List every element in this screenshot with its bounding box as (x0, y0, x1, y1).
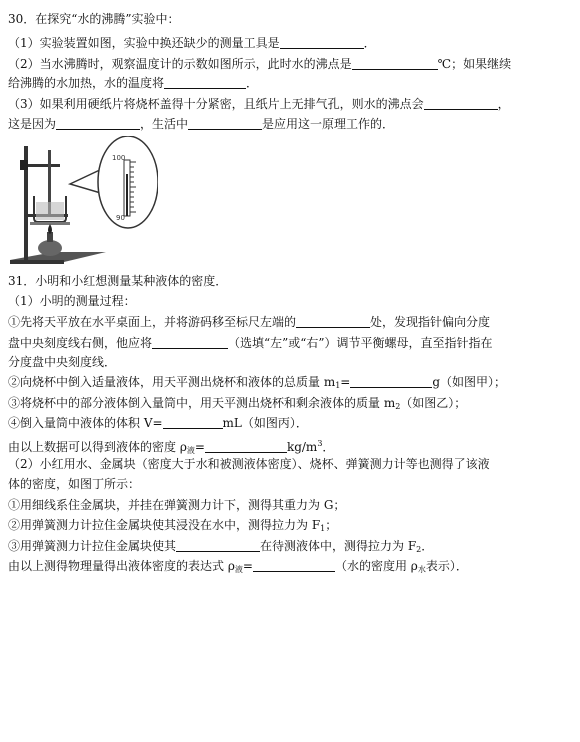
answer-blank-boiling-point[interactable] (352, 57, 438, 70)
q30-part1: （1）实验装置如图，实验中换还缺少的测量工具是 ． (8, 36, 376, 50)
answer-blank-density-expression[interactable] (253, 559, 335, 572)
q31-section2-line2: 体的密度，如图丁所示： (8, 477, 141, 491)
answer-blank-density[interactable] (205, 440, 287, 453)
q31-density-result: 由以上数据可以得到液体的密度 $\rho_液= kg/m^3$． (8, 439, 335, 455)
q31-step3: ③将烧杯中的部分液体倒入量筒中，用天平测出烧杯和剩余液体的质量 $m_2$（如图乙）； (8, 396, 467, 411)
q31-step4: ④倒入量筒中液体的体积 V= mL（如图丙）． (8, 416, 308, 430)
water (36, 202, 64, 220)
answer-blank-zero-mark[interactable] (296, 315, 370, 328)
q31-method-step2: ②用弹簧测力计拉住金属块使其浸没在水中，测得拉力为 $F_1$； (8, 518, 338, 533)
alcohol-lamp (38, 240, 62, 256)
scale-label-bottom: 90 (116, 214, 125, 222)
answer-blank-application[interactable] (188, 117, 262, 130)
q31-step1-line1: ①先将天平放在水平桌面上，并将游码移至标尺左端的 处，发现指针偏向分度 (8, 315, 491, 329)
mercury-column (126, 174, 128, 216)
q30-title: 30．在探究“水的沸腾”实验中： (8, 12, 180, 26)
answer-blank-total-mass[interactable] (350, 375, 432, 388)
stand-base-edge (10, 260, 64, 264)
answer-blank-reason[interactable] (56, 117, 140, 130)
answer-blank-temperature-change[interactable] (164, 76, 246, 89)
q31-method-step3: ③用弹簧测力计拉住金属块使其 在待测液体中，测得拉力为 $F_2$． (8, 539, 434, 554)
answer-blank-volume[interactable] (163, 416, 223, 429)
q31-title: 31．小明和小红想测量某种液体的密度． (8, 274, 228, 288)
q31-step1-line3: 分度盘中央刻度线． (8, 355, 117, 369)
q31-method-step1: ①用细线系住金属块，并挂在弹簧测力计下，测得其重力为 G； (8, 498, 346, 512)
q30-part3-line1: （3）如果利用硬纸片将烧杯盖得十分紧密，且纸片上无排气孔，则水的沸点会 ， (8, 97, 510, 111)
q30-part2-line2: 给沸腾的水加热，水的温度将 ． (8, 76, 259, 90)
clamp-arm (24, 164, 60, 167)
answer-blank-boiling-point-change[interactable] (424, 97, 498, 110)
boiling-apparatus-figure (8, 136, 158, 270)
q30-part2-line1: （2）当水沸腾时，观察温度计的示数如图所示，此时水的沸点是 ℃；如果继续 (8, 57, 512, 71)
q31-density-expression: 由以上测得物理量得出液体密度的表达式 $\rho_液=$ （水的密度用 $\rho_水$表示）． (8, 559, 468, 574)
q31-section2-line1: （2）小红用水、金属块（密度大于水和被测液体密度）、烧杯、弹簧测力计等也测得了该液 (8, 457, 490, 471)
q31-step2: ②向烧杯中倒入适量液体，用天平测出烧杯和液体的总质量 $m_1= g$（如图甲）； (8, 375, 507, 390)
answer-blank-immersion[interactable] (176, 539, 260, 552)
scale-label-top: 100 (112, 154, 126, 162)
apparatus-illustration (8, 136, 158, 270)
q30-part3-line2: 这是因为 ，生活中 是应用这一原理工作的． (8, 117, 395, 131)
answer-blank-direction[interactable] (152, 336, 228, 349)
q31-section1-label: （1）小明的测量过程： (8, 294, 136, 308)
clamp-knob (20, 160, 28, 170)
answer-blank-measuring-tool[interactable] (280, 36, 364, 49)
q31-step1-line2: 盘中央刻度线右侧，他应将 （选填“左”或“右”）调节平衡螺母，直至指针指在 (8, 336, 493, 350)
